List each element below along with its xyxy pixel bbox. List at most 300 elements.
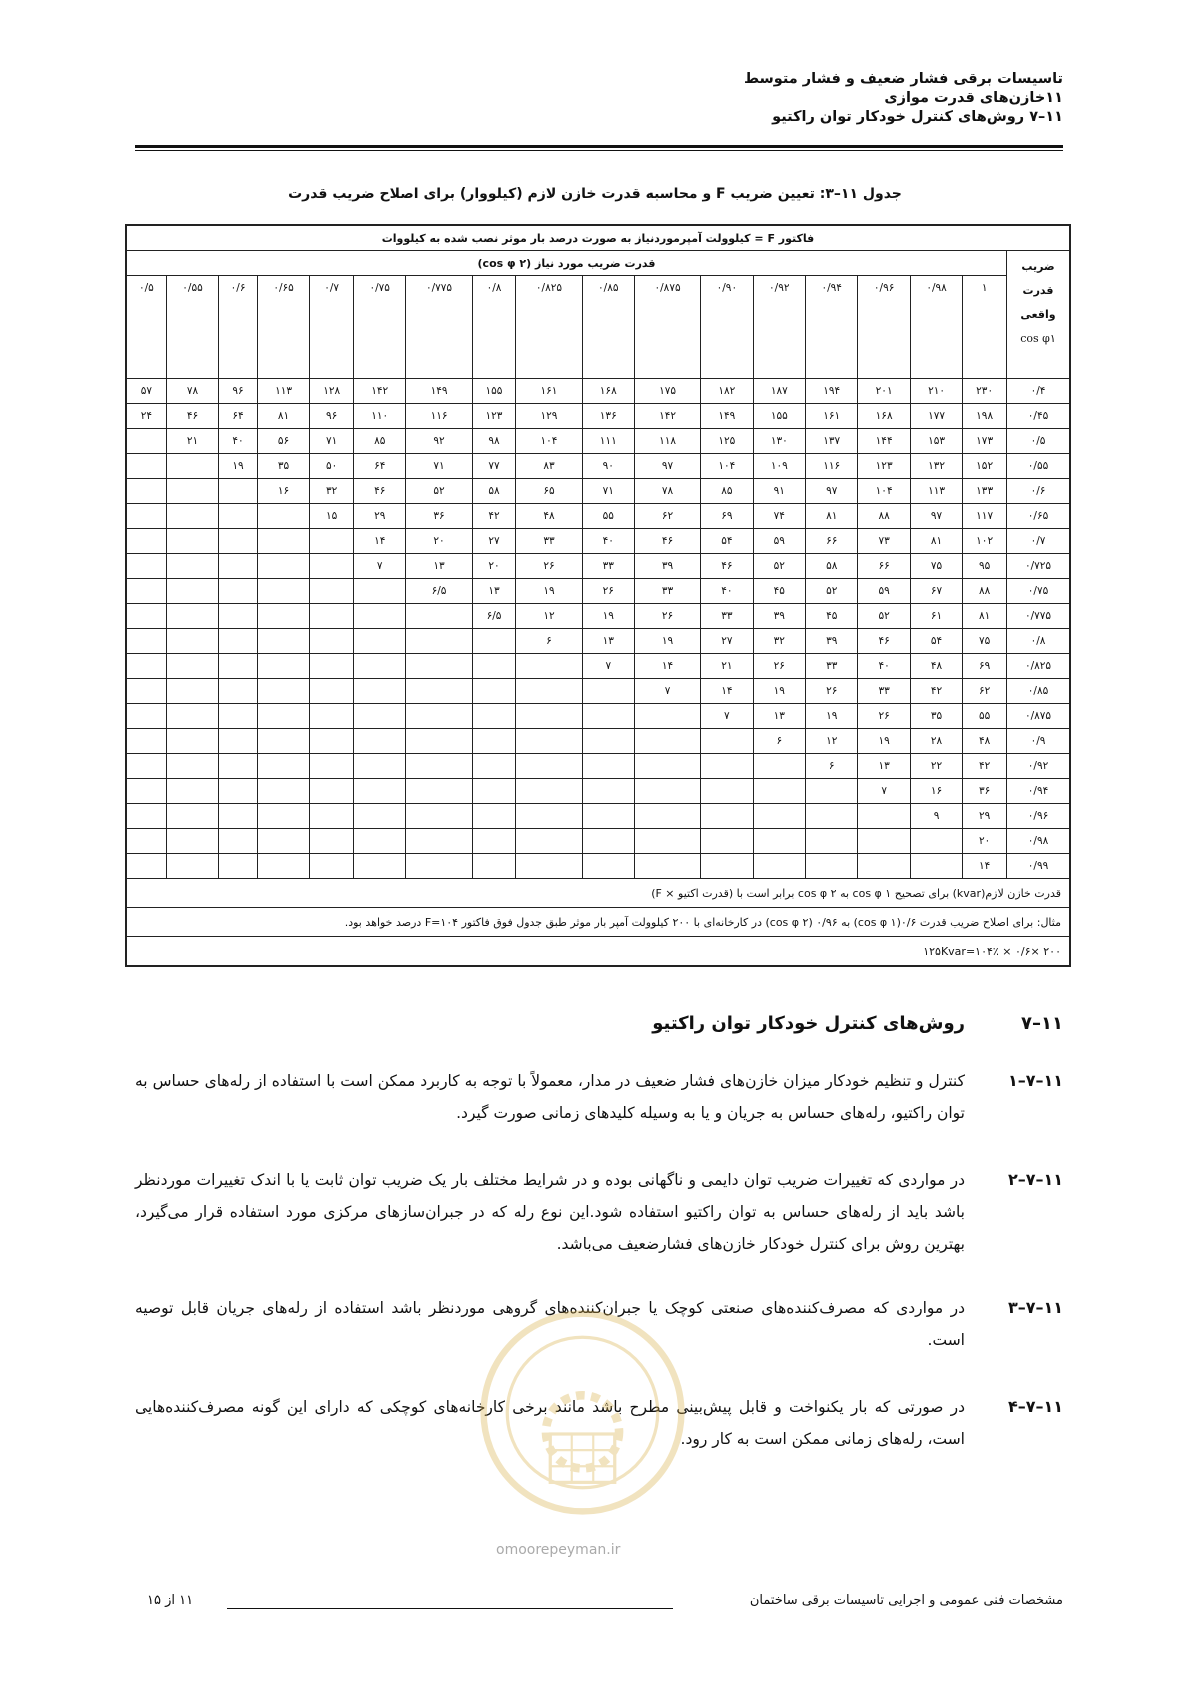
- factor-cell: [354, 704, 406, 729]
- factor-cell: [701, 779, 753, 804]
- footer-rule: [227, 1608, 673, 1609]
- table-row: [126, 479, 1070, 504]
- factor-cell: [406, 604, 472, 629]
- factor-cell: ۱۸۷: [753, 379, 805, 404]
- factor-cell: ۲۹: [963, 804, 1007, 829]
- factor-cell: [126, 629, 166, 654]
- factor-cell: ۲۱: [166, 429, 218, 454]
- factor-cell: ۱۳: [753, 704, 805, 729]
- factor-cell: ۵۵: [963, 704, 1007, 729]
- factor-cell: ۱۴۲: [634, 404, 700, 429]
- factor-cell: ۴۸: [516, 504, 582, 529]
- table-row: [126, 429, 1070, 454]
- actual-pf-cell: ۰/۶۵: [1007, 504, 1071, 529]
- factor-cell: ۴۶: [166, 404, 218, 429]
- factor-cell: ۹: [910, 804, 962, 829]
- paragraph-text: در مواردی که مصرف‌کننده‌های صنعتی کوچک یا جبران‌کننده‌های گروهی مورد‌نظر باشد استفاده از رله‌های جریان قابل توصیه است.: [135, 1299, 965, 1349]
- factor-cell: [219, 554, 258, 579]
- factor-cell: [257, 704, 309, 729]
- factor-cell: [516, 754, 582, 779]
- factor-cell: ۵۴: [910, 629, 962, 654]
- factor-cell: [310, 629, 354, 654]
- factor-cell: [634, 729, 700, 754]
- factor-cell: [354, 854, 406, 879]
- table-caption: جدول ۱۱–۳: تعیین ضریب F و محاسبه قدرت خازن لازم (کیلووار) برای اصلاح ضریب قدرت: [288, 186, 902, 202]
- actual-pf-cell: ۰/۹۸: [1007, 829, 1071, 854]
- paragraph-number: ۱۱–۷–۴: [1007, 1397, 1063, 1416]
- factor-cell: ۷۷: [472, 454, 516, 479]
- factor-cell: [126, 754, 166, 779]
- factor-cell: [406, 804, 472, 829]
- table-row: [126, 779, 1070, 804]
- factor-cell: [219, 829, 258, 854]
- factor-cell: [166, 629, 218, 654]
- factor-cell: ۲۶: [634, 604, 700, 629]
- factor-cell: ۱۱۱: [582, 429, 634, 454]
- factor-cell: [354, 729, 406, 754]
- factor-cell: ۷۱: [310, 429, 354, 454]
- header-line-2: ۱۱خازن‌های قدرت موازی: [884, 90, 1063, 106]
- required-pf-header: قدرت ضریب مورد نیاز (cos φ ۲): [126, 251, 1007, 276]
- factor-cell: [126, 454, 166, 479]
- factor-cell: [406, 779, 472, 804]
- factor-cell: ۲۶: [753, 654, 805, 679]
- section-title: روش‌های کنترل خودکار توان راکتیو: [652, 1013, 965, 1034]
- factor-cell: [166, 529, 218, 554]
- factor-cell: [472, 679, 516, 704]
- factor-cell: ۶: [753, 729, 805, 754]
- paragraph-text: در صورتی که بار یکنواخت و قابل پیش‌بینی مطرح باشد مانند برخی کارخانه‌های کوچکی که دارای این گونه مصرف‌کننده‌هایی است، رله‌های زمانی ممکن است به کار رود.: [135, 1398, 965, 1448]
- factor-cell: ۸۸: [963, 579, 1007, 604]
- factor-cell: [126, 854, 166, 879]
- paragraph-text: در مواردی که تغییرات ضریب توان دایمی و ناگهانی بوده و در شرایط مختلف بار یک ضریب توان ثابت یا با اندک تغییرات مورد‌نظر باشد باید از رله‌های حساس به توان راکتیو استفاده شود.این نوع رله که در جبران‌سازهای مرکزی مورد استفاده قرار می‌گیرد، بهترین روش برای کنترل خودکار خازن‌های فشارضعیف می‌باشد.: [135, 1171, 965, 1253]
- factor-cell: ۱۴۹: [406, 379, 472, 404]
- actual-pf-cell: ۰/۷۲۵: [1007, 554, 1071, 579]
- footer-title: مشخصات فنی عمومی و اجرایی تاسیسات برقی ساختمان: [749, 1593, 1063, 1608]
- factor-cell: ۹۷: [806, 479, 858, 504]
- factor-cell: ۴۸: [963, 729, 1007, 754]
- factor-cell: [753, 829, 805, 854]
- factor-cell: ۸۵: [701, 479, 753, 504]
- factor-cell: ۴۰: [582, 529, 634, 554]
- factor-cell: ۷۳: [858, 529, 910, 554]
- factor-cell: [310, 679, 354, 704]
- factor-cell: [126, 554, 166, 579]
- pf-column-header: ۰/۸۵: [582, 276, 634, 379]
- factor-cell: [310, 829, 354, 854]
- factor-cell: [166, 704, 218, 729]
- paragraph-text: کنترل و تنظیم خودکار میزان خازن‌های فشار ضعیف در مدار، معمولاً با توجه به کاربرد ممکن است با استفاده از رله‌های حساس به توان راکتیو، رله‌های حساس به جریان و یا به وسیله کلیدهای زمانی صورت گیرد.: [135, 1072, 965, 1122]
- factor-cell: ۳۵: [910, 704, 962, 729]
- factor-cell: ۱۴: [354, 529, 406, 554]
- factor-cell: ۱۰۲: [963, 529, 1007, 554]
- factor-cell: [753, 804, 805, 829]
- factor-cell: [634, 854, 700, 879]
- factor-cell: ۱۸۲: [701, 379, 753, 404]
- header-line-3: ۱۱–۷ روش‌های کنترل خودکار توان راکتیو: [772, 109, 1063, 125]
- factor-cell: [310, 529, 354, 554]
- table-row: [126, 504, 1070, 529]
- factor-cell: ۹۶: [310, 404, 354, 429]
- factor-cell: ۱۷۷: [910, 404, 962, 429]
- factor-cell: [310, 604, 354, 629]
- factor-cell: [166, 679, 218, 704]
- factor-cell: ۹۰: [582, 454, 634, 479]
- factor-cell: ۶۵: [516, 479, 582, 504]
- factor-cell: ۴۸: [910, 654, 962, 679]
- factor-cell: [701, 804, 753, 829]
- pf-column-header: ۰/۷۵: [354, 276, 406, 379]
- factor-cell: ۷: [858, 779, 910, 804]
- factor-cell: [472, 854, 516, 879]
- factor-cell: [406, 704, 472, 729]
- factor-cell: ۸۱: [257, 404, 309, 429]
- factor-cell: [806, 829, 858, 854]
- factor-cell: ۸۱: [806, 504, 858, 529]
- header-rule-thin: [135, 150, 1063, 151]
- factor-cell: ۳۹: [753, 604, 805, 629]
- table-row: [126, 754, 1070, 779]
- actual-pf-cell: ۰/۸: [1007, 629, 1071, 654]
- row-header-2: قدرت: [1022, 284, 1054, 297]
- factor-cell: [166, 604, 218, 629]
- factor-cell: ۸۱: [963, 604, 1007, 629]
- factor-cell: ۱۰۴: [516, 429, 582, 454]
- paragraph-2: [135, 1164, 1063, 1260]
- factor-cell: ۱۳۰: [753, 429, 805, 454]
- factor-cell: ۷: [354, 554, 406, 579]
- factor-cell: ۱۱۶: [806, 454, 858, 479]
- factor-cell: [166, 579, 218, 604]
- factor-cell: [219, 604, 258, 629]
- factor-cell: ۵۲: [753, 554, 805, 579]
- factor-cell: [354, 579, 406, 604]
- actual-pf-cell: ۰/۸۲۵: [1007, 654, 1071, 679]
- factor-cell: [354, 604, 406, 629]
- factor-cell: [806, 779, 858, 804]
- factor-cell: ۲۶: [806, 679, 858, 704]
- factor-cell: [126, 604, 166, 629]
- factor-cell: [354, 654, 406, 679]
- factor-cell: [472, 654, 516, 679]
- factor-cell: ۱۳: [472, 579, 516, 604]
- factor-cell: [516, 704, 582, 729]
- factor-cell: ۱۱۷: [963, 504, 1007, 529]
- factor-cell: ۴۶: [701, 554, 753, 579]
- table-note-2: مثال: برای اصلاح ضریب قدرت ۰/۶(cos φ ۱) به ۰/۹۶ (cos φ ۲) در کارخانه‌ای با ۲۰۰ کیلوولت آمپر بار موثر طبق جدول فوق فاکتور F=۱۰۴ درصد خواهد بود.: [126, 908, 1070, 937]
- paragraph-1: [135, 1065, 1063, 1129]
- factor-cell: [472, 779, 516, 804]
- factor-cell: [219, 754, 258, 779]
- factor-cell: [126, 529, 166, 554]
- factor-cell: ۸۱: [910, 529, 962, 554]
- factor-cell: ۱۲۸: [310, 379, 354, 404]
- pf-column-header: ۰/۶: [219, 276, 258, 379]
- factor-cell: [472, 704, 516, 729]
- factor-cell: [310, 654, 354, 679]
- factor-cell: ۱۰۴: [701, 454, 753, 479]
- factor-cell: ۷۵: [910, 554, 962, 579]
- factor-cell: ۱۶: [257, 479, 309, 504]
- factor-cell: [310, 579, 354, 604]
- factor-cell: [219, 729, 258, 754]
- table-row: [126, 579, 1070, 604]
- paragraph-number: ۱۱–۷–۲: [1007, 1170, 1063, 1189]
- factor-cell: ۴۰: [219, 429, 258, 454]
- factor-cell: ۲۰: [963, 829, 1007, 854]
- paragraph-number: ۱۱–۷–۱: [1007, 1071, 1063, 1090]
- factor-cell: ۷۱: [406, 454, 472, 479]
- actual-pf-cell: ۰/۴: [1007, 379, 1071, 404]
- factor-cell: ۷۵: [963, 629, 1007, 654]
- factor-cell: ۹۷: [910, 504, 962, 529]
- factor-cell: [634, 754, 700, 779]
- factor-cell: ۷: [634, 679, 700, 704]
- factor-cell: ۱۳: [582, 629, 634, 654]
- factor-cell: [582, 804, 634, 829]
- factor-cell: [582, 829, 634, 854]
- factor-cell: ۵۲: [858, 604, 910, 629]
- factor-cell: [166, 554, 218, 579]
- pf-column-header: ۰/۸۷۵: [634, 276, 700, 379]
- factor-cell: ۱۹۸: [963, 404, 1007, 429]
- factor-cell: [257, 779, 309, 804]
- table-row: [126, 854, 1070, 879]
- factor-cell: [126, 479, 166, 504]
- factor-cell: [126, 429, 166, 454]
- pf-column-header: ۰/۹۲: [753, 276, 805, 379]
- row-header-3: واقعی: [1020, 308, 1056, 321]
- page-number: ۱۱ از ۱۵: [147, 1593, 194, 1608]
- factor-cell: [406, 729, 472, 754]
- table-row: [126, 629, 1070, 654]
- actual-pf-cell: ۰/۵۵: [1007, 454, 1071, 479]
- table-row: [126, 704, 1070, 729]
- factor-cell: ۴۶: [634, 529, 700, 554]
- factor-cell: [166, 454, 218, 479]
- factor-cell: [582, 754, 634, 779]
- factor-cell: ۲۰۱: [858, 379, 910, 404]
- factor-cell: ۱۶۱: [516, 379, 582, 404]
- factor-cell: ۱۵: [310, 504, 354, 529]
- factor-cell: ۹۸: [472, 429, 516, 454]
- factor-cell: [126, 829, 166, 854]
- factor-cell: [634, 779, 700, 804]
- factor-cell: [310, 729, 354, 754]
- factor-cell: [582, 779, 634, 804]
- table-body: [126, 379, 1070, 879]
- factor-cell: [219, 679, 258, 704]
- factor-cell: ۲۹: [354, 504, 406, 529]
- pf-column-header: ۰/۷۷۵: [406, 276, 472, 379]
- factor-cell: [472, 754, 516, 779]
- factor-cell: ۷۱: [582, 479, 634, 504]
- factor-cell: ۲۷: [472, 529, 516, 554]
- factor-cell: [126, 579, 166, 604]
- factor-cell: ۱۶: [910, 779, 962, 804]
- factor-cell: ۲۶: [582, 579, 634, 604]
- factor-cell: [126, 804, 166, 829]
- actual-pf-cell: ۰/۹۹: [1007, 854, 1071, 879]
- factor-cell: [701, 854, 753, 879]
- factor-cell: ۱۲۳: [858, 454, 910, 479]
- factor-cell: [354, 629, 406, 654]
- actual-pf-cell: ۰/۴۵: [1007, 404, 1071, 429]
- factor-cell: ۱۳۲: [910, 454, 962, 479]
- factor-cell: [406, 754, 472, 779]
- actual-pf-cell: ۰/۷: [1007, 529, 1071, 554]
- factor-cell: ۱۵۵: [753, 404, 805, 429]
- factor-cell: ۷۸: [166, 379, 218, 404]
- actual-pf-cell: ۰/۸۵: [1007, 679, 1071, 704]
- factor-cell: [310, 554, 354, 579]
- factor-cell: ۱۳۷: [806, 429, 858, 454]
- factor-cell: [126, 654, 166, 679]
- factor-cell: [257, 829, 309, 854]
- table-row: [126, 729, 1070, 754]
- factor-cell: ۶: [516, 629, 582, 654]
- factor-cell: ۴۵: [753, 579, 805, 604]
- factor-cell: [166, 754, 218, 779]
- table-note-3: ۲۰۰ ×۰/۶ × ۱۰۴٪=۱۲۵Kvar: [126, 937, 1070, 967]
- factor-cell: [166, 729, 218, 754]
- actual-pf-cell: ۰/۷۷۵: [1007, 604, 1071, 629]
- factor-cell: [257, 854, 309, 879]
- paragraph-number: ۱۱–۷–۳: [1007, 1298, 1063, 1317]
- factor-cell: [257, 654, 309, 679]
- factor-cell: ۹۱: [753, 479, 805, 504]
- factor-cell: [257, 579, 309, 604]
- table-row: [126, 379, 1070, 404]
- row-header-1: ضریب: [1021, 260, 1055, 273]
- factor-cell: [354, 754, 406, 779]
- factor-cell: [406, 629, 472, 654]
- factor-cell: [219, 804, 258, 829]
- table-row: [126, 454, 1070, 479]
- pf-column-header: ۰/۶۵: [257, 276, 309, 379]
- factor-cell: ۳۶: [963, 779, 1007, 804]
- factor-cell: [354, 829, 406, 854]
- factor-cell: ۱۱۳: [910, 479, 962, 504]
- factor-cell: ۴۶: [354, 479, 406, 504]
- factor-cell: [582, 729, 634, 754]
- factor-cell: ۲۴: [126, 404, 166, 429]
- page-footer: [127, 1593, 1063, 1613]
- factor-cell: ۱۰۹: [753, 454, 805, 479]
- actual-pf-cell: ۰/۸۷۵: [1007, 704, 1071, 729]
- pf-column-header: ۰/۸۲۵: [516, 276, 582, 379]
- factor-cell: ۲۱۰: [910, 379, 962, 404]
- table-row: [126, 604, 1070, 629]
- factor-cell: ۳۳: [858, 679, 910, 704]
- factor-cell: ۱۴۹: [701, 404, 753, 429]
- factor-cell: ۶۱: [910, 604, 962, 629]
- factor-cell: [257, 629, 309, 654]
- factor-cell: [166, 804, 218, 829]
- factor-cell: ۴۵: [806, 604, 858, 629]
- factor-cell: [701, 754, 753, 779]
- factor-cell: ۶۲: [634, 504, 700, 529]
- factor-cell: [166, 779, 218, 804]
- factor-cell: ۱۶۱: [806, 404, 858, 429]
- factor-cell: ۱۹: [516, 579, 582, 604]
- factor-cell: ۸۳: [516, 454, 582, 479]
- factor-cell: [310, 804, 354, 829]
- actual-pf-cell: ۰/۹۴: [1007, 779, 1071, 804]
- factor-cell: ۵۸: [472, 479, 516, 504]
- factor-cell: [166, 854, 218, 879]
- factor-cell: ۱۹: [753, 679, 805, 704]
- factor-cell: [516, 829, 582, 854]
- factor-cell: ۱۷۳: [963, 429, 1007, 454]
- factor-cell: ۷: [582, 654, 634, 679]
- factor-cell: ۴۶: [858, 629, 910, 654]
- factor-cell: ۱۲۹: [516, 404, 582, 429]
- factor-cell: ۱۵۳: [910, 429, 962, 454]
- factor-cell: [257, 554, 309, 579]
- running-header: [127, 70, 1063, 127]
- factor-cell: ۸۸: [858, 504, 910, 529]
- factor-cell: ۶/۵: [472, 604, 516, 629]
- watermark-seal-icon: [475, 1305, 690, 1520]
- factor-cell: ۶/۵: [406, 579, 472, 604]
- factor-cell: ۲۳۰: [963, 379, 1007, 404]
- factor-cell: ۲۷: [701, 629, 753, 654]
- factor-cell: ۱۶۸: [858, 404, 910, 429]
- factor-cell: [406, 679, 472, 704]
- actual-pf-cell: ۰/۹: [1007, 729, 1071, 754]
- factor-cell: [753, 754, 805, 779]
- factor-cell: ۶۷: [910, 579, 962, 604]
- factor-cell: [219, 629, 258, 654]
- factor-cell: ۵۷: [126, 379, 166, 404]
- table-row: [126, 404, 1070, 429]
- factor-cell: ۹۲: [406, 429, 472, 454]
- factor-cell: ۵۲: [406, 479, 472, 504]
- factor-cell: [472, 729, 516, 754]
- factor-cell: [219, 529, 258, 554]
- factor-cell: ۱۶۸: [582, 379, 634, 404]
- factor-cell: ۴۲: [472, 504, 516, 529]
- table-row: [126, 829, 1070, 854]
- factor-cell: ۶۹: [963, 654, 1007, 679]
- factor-cell: [582, 679, 634, 704]
- factor-cell: ۵۹: [753, 529, 805, 554]
- section-number: ۱۱–۷: [1021, 1013, 1063, 1034]
- factor-cell: ۱۹: [219, 454, 258, 479]
- factor-cell: [257, 679, 309, 704]
- header-rule: [135, 145, 1063, 148]
- factor-cell: ۲۰: [472, 554, 516, 579]
- factor-cell: ۱۴۴: [858, 429, 910, 454]
- factor-cell: [257, 529, 309, 554]
- factor-cell: ۶۶: [858, 554, 910, 579]
- factor-cell: [472, 804, 516, 829]
- factor-cell: [126, 679, 166, 704]
- factor-cell: ۹۶: [219, 379, 258, 404]
- factor-cell: [516, 804, 582, 829]
- factor-cell: [257, 804, 309, 829]
- factor-cell: [219, 854, 258, 879]
- factor-cell: [753, 779, 805, 804]
- factor-cell: [806, 804, 858, 829]
- factor-cell: [701, 729, 753, 754]
- factor-cell: [257, 604, 309, 629]
- factor-cell: ۱۴: [701, 679, 753, 704]
- factor-cell: [166, 654, 218, 679]
- factor-cell: ۳۶: [406, 504, 472, 529]
- factor-cell: ۱۴: [963, 854, 1007, 879]
